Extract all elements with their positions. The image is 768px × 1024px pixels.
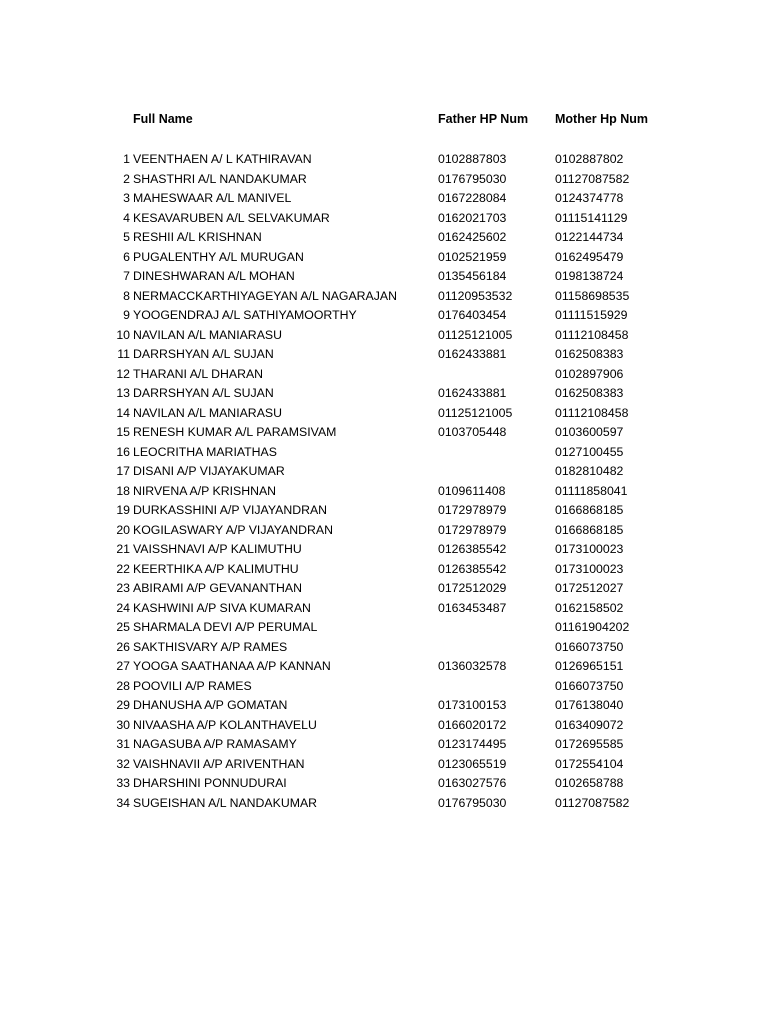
mother-hp-number: 0163409072 [555,717,624,732]
mother-hp-number: 01158698535 [555,288,630,303]
father-hp-number: 0172512029 [438,581,507,595]
father-hp-number: 0173100153 [438,698,507,712]
father-hp-number: 01120953532 [438,288,513,303]
student-full-name: DURKASSHINI A/P VIJAYANDRAN [133,503,328,517]
row-number: 24 [116,600,130,615]
mother-hp-number: 0198138724 [555,269,624,283]
father-hp-number: 0102887803 [438,152,507,166]
mother-hp-number: 0102887802 [555,152,624,166]
table-row [0,521,768,541]
student-full-name: RESHII A/L KRISHNAN [133,230,262,244]
mother-hp-number: 0127100455 [555,444,624,459]
mother-hp-number: 0172554104 [555,756,624,771]
table-row [0,540,768,560]
row-number: 18 [116,483,130,498]
father-hp-number: 0109611408 [438,483,506,498]
student-full-name: KESAVARUBEN A/L SELVAKUMAR [133,210,330,225]
mother-hp-number: 0102658788 [555,776,624,790]
student-full-name: KOGILASWARY A/P VIJAYANDRAN [133,522,334,537]
table-row [0,599,768,619]
row-number: 9 [123,308,130,322]
father-hp-number: 01125121005 [438,405,513,420]
student-full-name: LEOCRITHA MARIATHAS [133,444,277,459]
mother-hp-number: 0122144734 [555,230,624,244]
row-number: 31 [116,737,130,751]
row-number: 22 [116,561,130,576]
student-full-name: ABIRAMI A/P GEVANANTHAN [133,581,303,595]
student-full-name: DARRSHYAN A/L SUJAN [133,386,274,400]
row-number: 5 [123,230,130,244]
student-full-name: DARRSHYAN A/L SUJAN [133,347,274,361]
mother-hp-number: 0162508383 [555,347,624,361]
row-number: 6 [123,249,130,264]
row-number: 33 [116,776,130,790]
mother-hp-number: 01161904202 [555,620,630,634]
mother-hp-number: 01127087582 [555,171,630,186]
table-row [0,696,768,716]
mother-hp-number: 01111858041 [555,483,628,498]
father-hp-number: 0167228084 [438,191,507,205]
father-hp-number: 0162425602 [438,230,507,244]
row-number: 19 [116,503,130,517]
father-hp-number: 0176795030 [438,795,507,810]
father-hp-number: 01125121005 [438,327,513,342]
father-hp-number: 0126385542 [438,542,507,556]
table-row [0,365,768,385]
father-hp-number: 0172978979 [438,503,507,517]
table-row [0,345,768,365]
table-row [0,189,768,209]
row-number: 1 [123,152,130,166]
father-hp-number: 0103705448 [438,425,507,439]
mother-hp-number: 01115141129 [555,210,628,225]
table-row [0,677,768,697]
student-full-name: NAGASUBA A/P RAMASAMY [133,737,297,751]
table-row [0,150,768,170]
row-number: 15 [116,425,130,439]
table-row [0,755,768,775]
header-full-name: Full Name [133,112,193,126]
student-full-name: NAVILAN A/L MANIARASU [133,405,282,420]
row-number: 25 [116,620,130,634]
mother-hp-number: 0176138040 [555,698,624,712]
row-number: 23 [116,581,130,595]
father-hp-number: 0166020172 [438,717,507,732]
student-full-name: VAISHNAVII A/P ARIVENTHAN [133,756,305,771]
row-number: 3 [123,191,130,205]
mother-hp-number: 0103600597 [555,425,624,439]
mother-hp-number: 0172695585 [555,737,624,751]
table-row [0,579,768,599]
row-number: 32 [116,756,130,771]
table-row [0,248,768,268]
row-number: 27 [116,659,130,673]
row-number: 21 [116,542,130,556]
table-row [0,326,768,346]
father-hp-number: 0162433881 [438,386,507,400]
mother-hp-number: 01112108458 [555,327,629,342]
row-number: 30 [116,717,130,732]
student-full-name: POOVILI A/P RAMES [133,678,252,693]
father-hp-number: 0176795030 [438,171,507,186]
father-hp-number: 0135456184 [438,269,507,283]
mother-hp-number: 0162158502 [555,600,624,615]
student-full-name: DHANUSHA A/P GOMATAN [133,698,288,712]
mother-hp-number: 0162495479 [555,249,624,264]
table-row [0,774,768,794]
student-full-name: KASHWINI A/P SIVA KUMARAN [133,600,311,615]
student-full-name: DINESHWARAN A/L MOHAN [133,269,295,283]
father-hp-number: 0123174495 [438,737,507,751]
student-full-name: SAKTHISVARY A/P RAMES [133,639,288,654]
table-row [0,404,768,424]
mother-hp-number: 01112108458 [555,405,629,420]
row-number: 20 [116,522,130,537]
table-row [0,443,768,463]
mother-hp-number: 01111515929 [555,308,628,322]
mother-hp-number: 0172512027 [555,581,624,595]
father-hp-number: 0163027576 [438,776,507,790]
mother-hp-number: 0162508383 [555,386,624,400]
father-hp-number: 0162433881 [438,347,507,361]
row-number: 17 [116,464,130,478]
row-number: 34 [116,795,130,810]
father-hp-number: 0102521959 [438,249,507,264]
table-row [0,735,768,755]
table-row [0,716,768,736]
row-number: 16 [116,444,130,459]
student-full-name: NERMACCKARTHIYAGEYAN A/L NAGARAJAN [133,288,397,303]
row-number: 29 [116,698,130,712]
father-hp-number: 0126385542 [438,561,507,576]
table-row [0,384,768,404]
table-row [0,462,768,482]
row-number: 7 [123,269,130,283]
table-row [0,618,768,638]
father-hp-number: 0123065519 [438,756,507,771]
student-full-name: KEERTHIKA A/P KALIMUTHU [133,561,299,576]
student-full-name: PUGALENTHY A/L MURUGAN [133,249,304,264]
student-full-name: THARANI A/L DHARAN [133,366,264,381]
table-row [0,501,768,521]
row-number: 14 [116,405,130,420]
student-full-name: NIVAASHA A/P KOLANTHAVELU [133,717,317,732]
father-hp-number: 0163453487 [438,600,507,615]
row-number: 10 [116,327,130,342]
student-full-name: MAHESWAAR A/L MANIVEL [133,191,292,205]
row-number: 26 [116,639,130,654]
father-hp-number: 0162021703 [438,210,507,225]
table-row [0,638,768,658]
table-row [0,287,768,307]
mother-hp-number: 0173100023 [555,561,624,576]
mother-hp-number: 0166073750 [555,678,624,693]
header-father-hp: Father HP Num [438,112,529,126]
table-row [0,228,768,248]
table-body [0,150,768,813]
mother-hp-number: 0124374778 [555,191,624,205]
student-full-name: NIRVENA A/P KRISHNAN [133,483,277,498]
student-full-name: VEENTHAEN A/ L KATHIRAVAN [133,152,312,166]
father-hp-number: 0136032578 [438,659,507,673]
student-full-name: NAVILAN A/L MANIARASU [133,327,282,342]
student-full-name: SHASTHRI A/L NANDAKUMAR [133,171,307,186]
mother-hp-number: 0166073750 [555,639,624,654]
student-full-name: DISANI A/P VIJAYAKUMAR [133,464,285,478]
table-row [0,306,768,326]
table-row [0,657,768,677]
row-number: 28 [116,678,130,693]
mother-hp-number: 0166868185 [555,522,624,537]
table-row [0,560,768,580]
student-full-name: SHARMALA DEVI A/P PERUMAL [133,620,318,634]
table-header-row [0,112,768,130]
row-number: 8 [123,288,130,303]
mother-hp-number: 01127087582 [555,795,630,810]
student-full-name: RENESH KUMAR A/L PARAMSIVAM [133,425,337,439]
mother-hp-number: 0173100023 [555,542,624,556]
mother-hp-number: 0166868185 [555,503,624,517]
row-number: 2 [123,171,130,186]
table-row [0,482,768,502]
table-row [0,209,768,229]
header-mother-hp: Mother Hp Num [555,112,649,126]
student-full-name: SUGEISHAN A/L NANDAKUMAR [133,795,318,810]
student-full-name: YOOGA SAATHANAA A/P KANNAN [133,659,331,673]
mother-hp-number: 0182810482 [555,464,624,478]
student-full-name: VAISSHNAVI A/P KALIMUTHU [133,542,302,556]
mother-hp-number: 0126965151 [555,659,624,673]
student-full-name: DHARSHINI PONNUDURAI [133,776,287,790]
row-number: 12 [116,366,130,381]
father-hp-number: 0176403454 [438,308,507,322]
table-row [0,794,768,814]
father-hp-number: 0172978979 [438,522,507,537]
mother-hp-number: 0102897906 [555,366,624,381]
row-number: 4 [123,210,130,225]
table-row [0,170,768,190]
table-row [0,423,768,443]
row-number: 11 [117,347,130,361]
table-row [0,267,768,287]
row-number: 13 [116,386,130,400]
student-full-name: YOOGENDRAJ A/L SATHIYAMOORTHY [133,308,357,322]
